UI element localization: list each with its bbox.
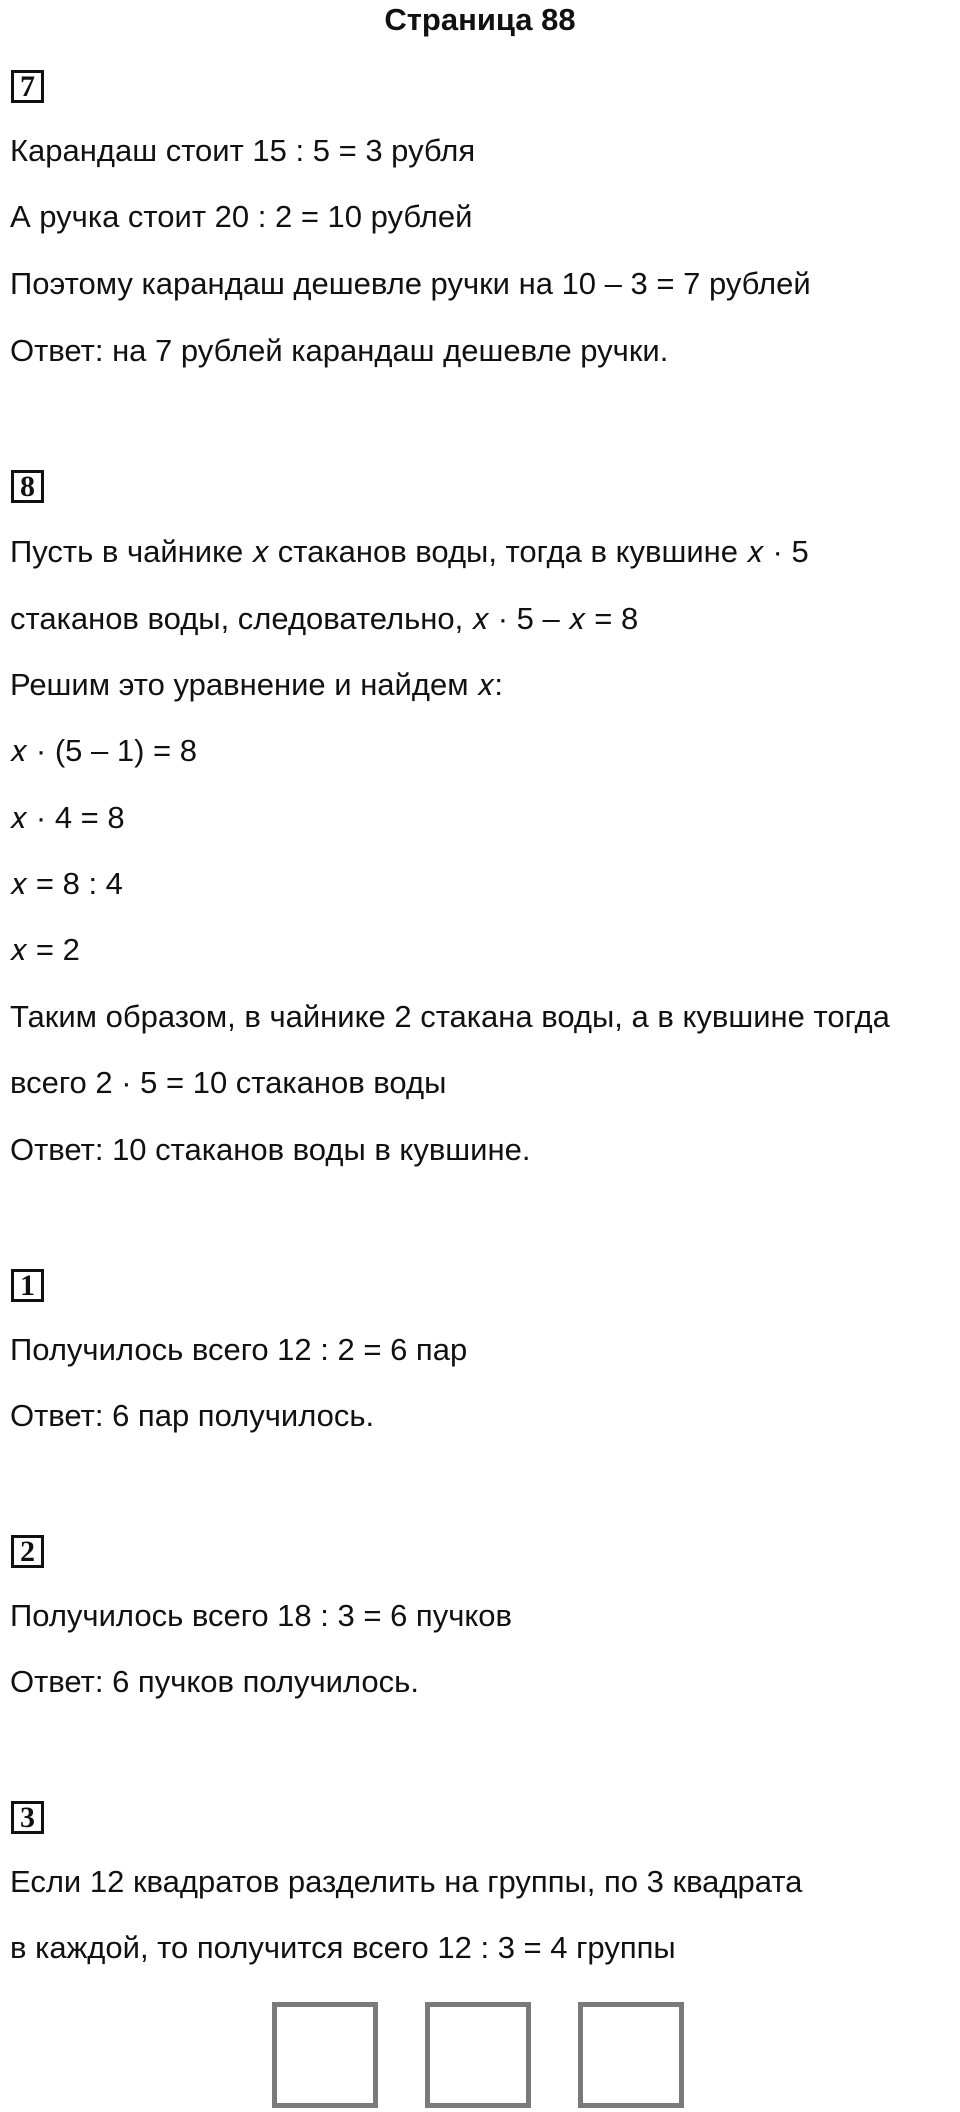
task-7-number: 7: [11, 70, 44, 103]
task-3-number: 3: [11, 1801, 44, 1834]
task-8-line-4: 𝑥 · (5 – 1) = 8: [10, 733, 197, 768]
task-8-line-2: стаканов воды, следовательно, 𝑥 · 5 – 𝑥 = 8: [10, 601, 639, 636]
task-2-answer: Ответ: 6 пучков получилось.: [10, 1664, 419, 1699]
task-8-number: 8: [11, 470, 44, 503]
page-title: Страница 88: [384, 2, 576, 37]
task-8-line-3: Решим это уравнение и найдем 𝑥:: [10, 667, 503, 702]
figure-square: [272, 2002, 378, 2108]
task-1-number: 1: [11, 1269, 44, 1302]
task-8-answer: Ответ: 10 стаканов воды в кувшине.: [10, 1132, 531, 1167]
task-2-line-1: Получилось всего 18 : 3 = 6 пучков: [10, 1598, 512, 1633]
figure-square: [425, 2002, 531, 2108]
task-7-line-1: Карандаш стоит 15 : 5 = 3 рубля: [10, 133, 476, 168]
task-8-line-1: Пусть в чайнике 𝑥 стаканов воды, тогда в кувшине 𝑥 · 5: [10, 534, 809, 569]
task-8-line-9: всего 2 · 5 = 10 стаканов воды: [10, 1065, 447, 1100]
figure-square: [578, 2002, 684, 2108]
task-7-line-2: А ручка стоит 20 : 2 = 10 рублей: [10, 199, 473, 234]
task-7-answer: Ответ: на 7 рублей карандаш дешевле ручки.: [10, 333, 669, 368]
task-7-line-3: Поэтому карандаш дешевле ручки на 10 – 3 = 7 рублей: [10, 266, 811, 301]
task-8-line-7: 𝑥 = 2: [10, 932, 80, 967]
task-8-line-5: 𝑥 · 4 = 8: [10, 800, 125, 835]
task-2-number: 2: [11, 1535, 44, 1568]
task-8-line-8: Таким образом, в чайнике 2 стакана воды, а в кувшине тогда: [10, 999, 890, 1034]
task-1-answer: Ответ: 6 пар получилось.: [10, 1398, 375, 1433]
task-1-line-1: Получилось всего 12 : 2 = 6 пар: [10, 1332, 468, 1367]
task-3-line-2: в каждой, то получится всего 12 : 3 = 4 группы: [10, 1930, 676, 1965]
task-8-line-6: 𝑥 = 8 : 4: [10, 866, 123, 901]
task-3-line-1: Если 12 квадратов разделить на группы, по 3 квадрата: [10, 1864, 803, 1899]
